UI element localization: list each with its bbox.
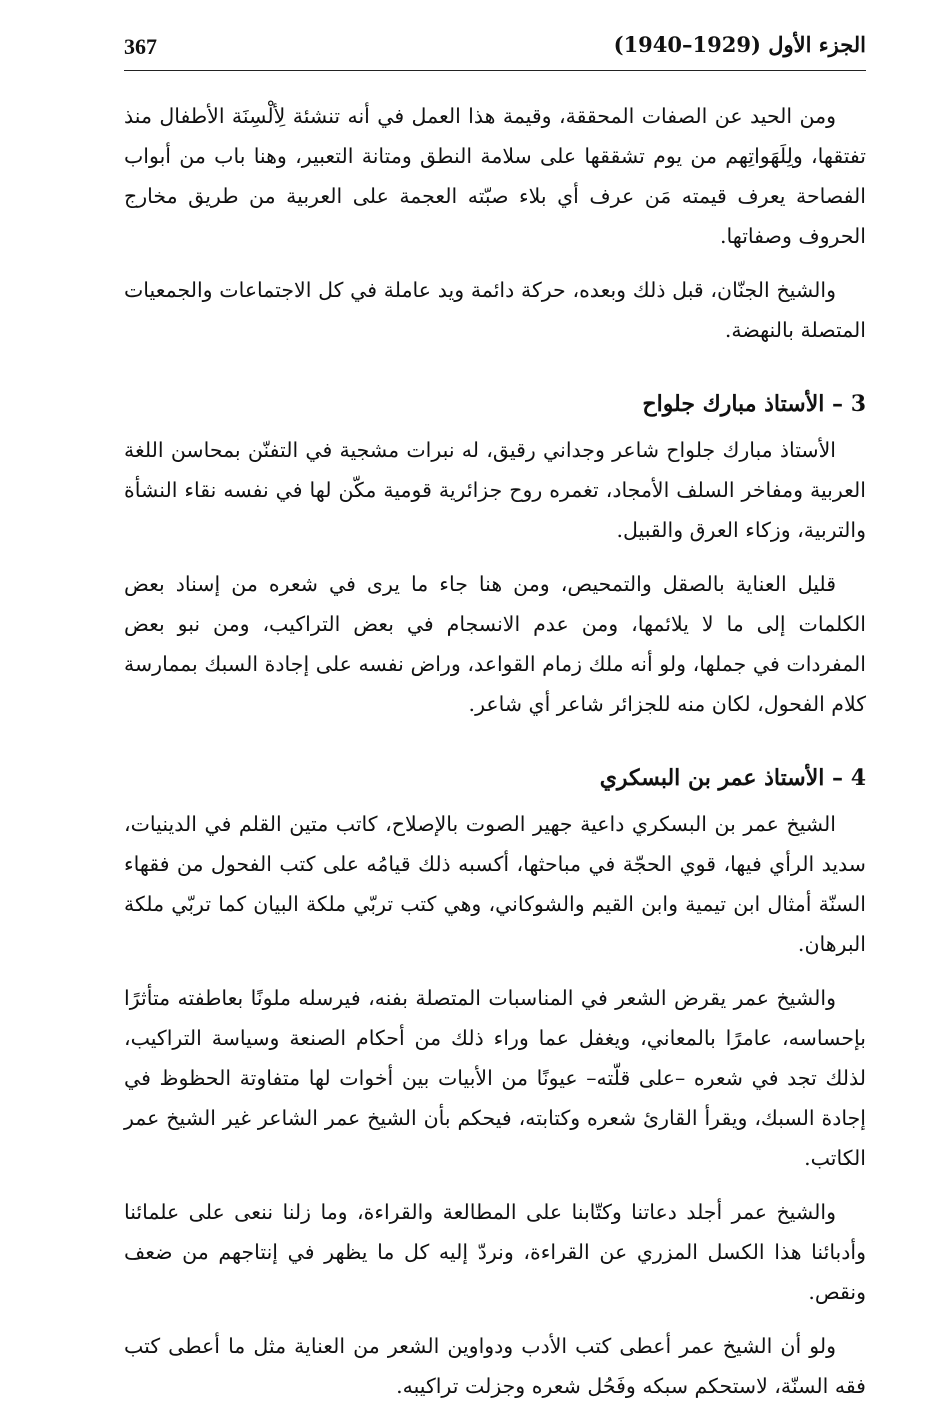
page-body — [124, 96, 866, 1420]
paragraph: ومن الحيد عن الصفات المحققة، وقيمة هذا العمل في أنه تنشئة لِألْسِنَة الأطفال منذ تفتقها، ولِلَهَواتِهم من يوم تشققها على سلامة النطق ومتانة التعبير، وهنا باب من أبواب الفصاحة يعرف قيمته مَن عرف أي بلاء صبّته العجمة على العربية من طريق مخارج الحروف وصفاتها. — [124, 104, 866, 248]
paragraph: والشيخ الجنّان، قبل ذلك وبعده، حركة دائمة ويد عاملة في كل الاجتماعات والجمعيات المتصلة بالنهضة. — [124, 278, 866, 342]
page-header — [124, 30, 866, 71]
page-number: 367 — [124, 34, 157, 59]
paragraph: والشيخ عمر يقرض الشعر في المناسبات المتصلة بفنه، فيرسله ملونًا بعاطفته متأثرًا بإحساسه، عامرًا بالمعاني، ويغفل عما وراء ذلك من أحكام الصنعة وسياسة التراكيب، لذلك تجد في شعره –على قلّته– عيونًا من الأبيات بين أخوات لها متفاوتة الحظوظ في إجادة السبك، ويقرأ القارئ شعره وكتابته، فيحكم بأن الشيخ عمر الشاعر غير الشيخ عمر الكاتب. — [124, 986, 866, 1170]
paragraph: الأستاذ مبارك جلواح شاعر وجداني رقيق، له نبرات مشجية في التفنّن بمحاسن اللغة العربية ومفاخر السلف الأمجاد، تغمره روح جزائرية قومية مكّن لها في نفسه نقاء النشأة والتربية، وزكاء العرق والقبيل. — [124, 438, 866, 542]
running-head: الجزء الأول (1929–1940) — [613, 32, 866, 57]
paragraph: قليل العناية بالصقل والتمحيص، ومن هنا جاء ما يرى في شعره من إسناد بعض الكلمات إلى ما لا يلائمها، ومن عدم الانسجام في بعض التراكيب، ومن نبو بعض المفردات في جملها، ولو أنه ملك زمام القواعد، وراض نفسه على إجادة السبك بممارسة كلام الفحول، لكان منه للجزائر شاعر أي شاعر. — [124, 572, 866, 716]
paragraph: الشيخ عمر بن البسكري داعية جهير الصوت بالإصلاح، كاتب متين القلم في الدينيات، سديد الرأي فيها، قوي الحجّة في مباحثها، أكسبه ذلك قيامُه على كتب الفحول من فقهاء السنّة أمثال ابن تيمية وابن القيم والشوكاني، وهي كتب تربّي ملكة البيان كما تربّي ملكة البرهان. — [124, 812, 866, 956]
section-heading: 3 – الأستاذ مبارك جلواح — [642, 391, 866, 417]
section-heading: 4 – الأستاذ عمر بن البسكري — [599, 765, 866, 791]
paragraph: والشيخ عمر أجلد دعاتنا وكتّابنا على المطالعة والقراءة، وما زلنا ننعى على علمائنا وأدبائنا هذا الكسل المزري عن القراءة، ونردّ إليه كل ما يظهر في إنتاجهم من ضعف ونقص. — [124, 1200, 866, 1304]
paragraph: ولو أن الشيخ عمر أعطى كتب الأدب ودواوين الشعر من العناية مثل ما أعطى كتب فقه السنّة، لاستحكم سبكه وفَحُل شعره وجزلت تراكيبه. — [124, 1334, 866, 1398]
